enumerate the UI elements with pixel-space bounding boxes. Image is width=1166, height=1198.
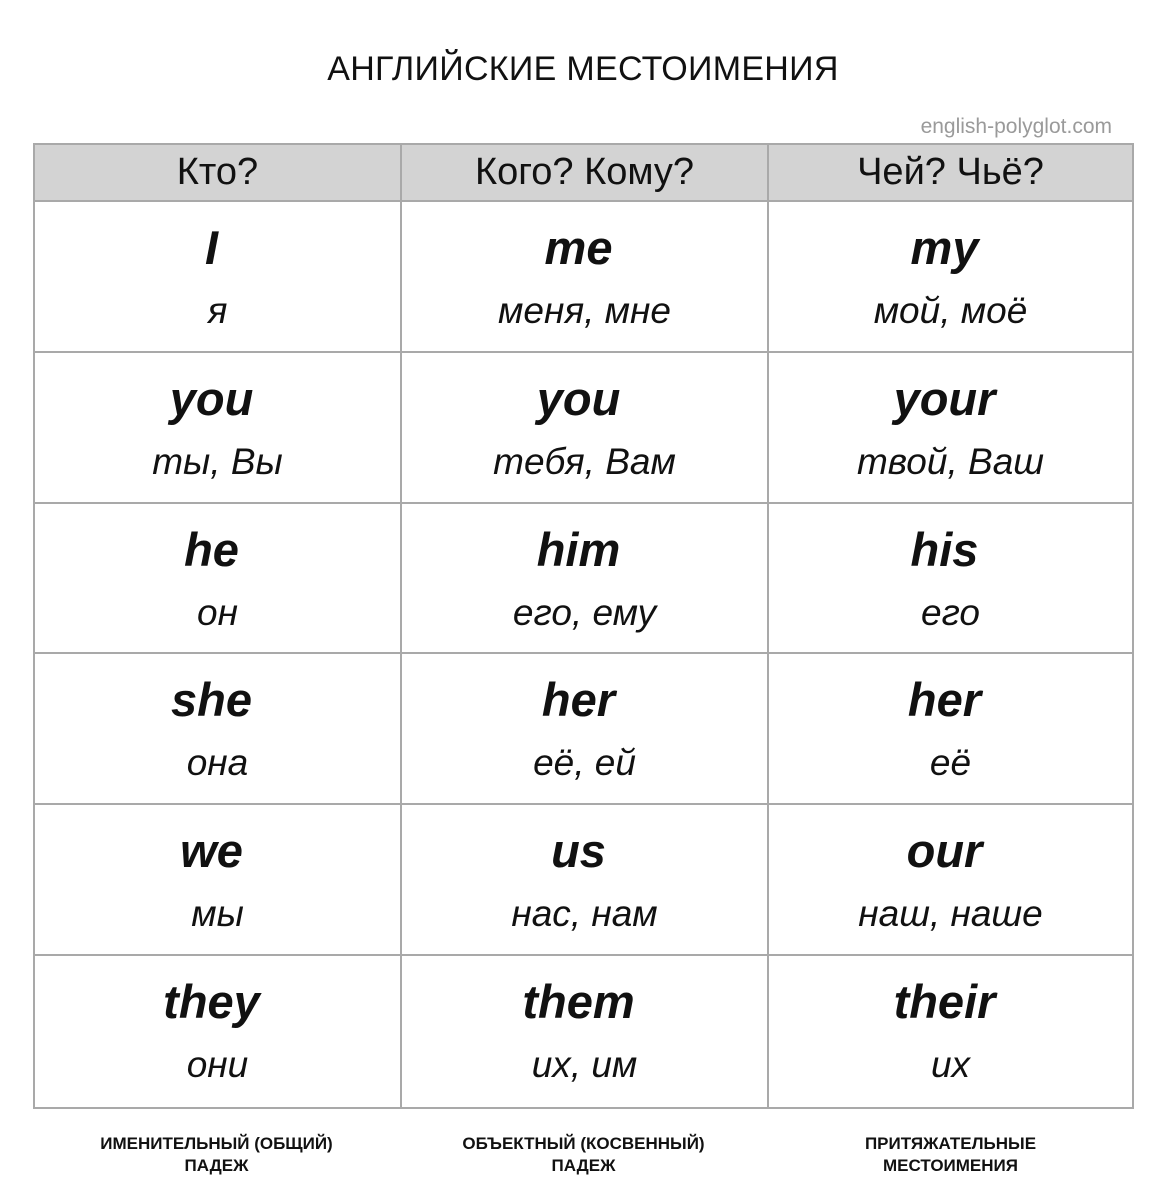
russian-translation: я bbox=[207, 290, 228, 331]
footer-line: ИМЕНИТЕЛЬНЫЙ (ОБЩИЙ) bbox=[100, 1134, 333, 1153]
footer-possessive bbox=[767, 1133, 1134, 1177]
english-pronoun: us bbox=[551, 824, 606, 878]
english-pronoun: she bbox=[171, 673, 252, 727]
english-pronoun: we bbox=[180, 824, 243, 878]
table-cell bbox=[769, 504, 1132, 655]
russian-translation: их bbox=[930, 1044, 971, 1086]
footer-nominative-case bbox=[33, 1133, 400, 1177]
table-cell bbox=[769, 202, 1132, 353]
footer-line: ОБЪЕКТНЫЙ (КОСВЕННЫЙ) bbox=[462, 1134, 705, 1153]
english-pronoun: our bbox=[906, 824, 983, 878]
english-pronoun: you bbox=[169, 371, 254, 425]
table-cell bbox=[402, 956, 769, 1107]
footer-line: ПАДЕЖ bbox=[184, 1156, 249, 1175]
table-cell bbox=[402, 202, 769, 353]
table-cell bbox=[769, 353, 1132, 504]
table-cell bbox=[769, 654, 1132, 805]
table-cell bbox=[35, 202, 402, 353]
russian-translation: её bbox=[929, 742, 972, 784]
table-cell bbox=[35, 805, 402, 956]
english-pronoun: her bbox=[541, 673, 616, 727]
source-watermark: english-polyglot.com bbox=[920, 115, 1112, 138]
russian-translation: меня, мне bbox=[498, 290, 671, 331]
russian-translation: твой, Ваш bbox=[856, 440, 1044, 482]
page-title: АНГЛИЙСКИЕ МЕСТОИМЕНИЯ bbox=[327, 50, 839, 88]
english-pronoun: him bbox=[536, 522, 621, 576]
russian-translation: она bbox=[186, 742, 249, 784]
english-pronoun: her bbox=[907, 673, 982, 727]
russian-translation: тебя, Вам bbox=[493, 440, 676, 482]
english-pronoun: they bbox=[163, 975, 260, 1029]
russian-translation: его, ему bbox=[512, 591, 657, 633]
footer-objective-case bbox=[400, 1133, 767, 1177]
russian-translation: её, ей bbox=[533, 742, 636, 784]
column-header-whom: Кого? Кому? bbox=[402, 145, 769, 202]
english-pronoun: them bbox=[522, 975, 635, 1029]
table-cell bbox=[35, 654, 402, 805]
english-pronoun: me bbox=[544, 221, 613, 274]
english-pronoun: he bbox=[184, 522, 239, 576]
footer-line: ПАДЕЖ bbox=[551, 1156, 616, 1175]
table-cell bbox=[35, 353, 402, 504]
column-header-whose: Чей? Чьё? bbox=[769, 145, 1132, 202]
table-cell bbox=[402, 805, 769, 956]
russian-translation: ты, Вы bbox=[152, 440, 283, 482]
table-cell bbox=[769, 956, 1132, 1107]
english-pronoun: your bbox=[893, 371, 996, 425]
english-pronoun: I bbox=[204, 221, 219, 274]
russian-translation: наш, наше bbox=[858, 893, 1043, 935]
footer-line: ПРИТЯЖАТЕЛЬНЫЕ bbox=[864, 1134, 1037, 1153]
russian-translation: мой, моё bbox=[873, 290, 1028, 331]
table-cell bbox=[35, 956, 402, 1107]
column-header-who: Кто? bbox=[35, 145, 402, 202]
russian-translation: их, им bbox=[531, 1044, 638, 1086]
english-pronoun: my bbox=[910, 221, 979, 274]
russian-translation: он bbox=[197, 591, 238, 633]
table-cell bbox=[402, 353, 769, 504]
pronoun-table bbox=[33, 143, 1134, 1109]
english-pronoun: their bbox=[893, 975, 996, 1029]
russian-translation: его bbox=[921, 591, 980, 633]
russian-translation: мы bbox=[191, 893, 244, 935]
english-pronoun: his bbox=[910, 522, 979, 576]
table-cell bbox=[769, 805, 1132, 956]
table-cell bbox=[402, 504, 769, 655]
english-pronoun: you bbox=[536, 371, 621, 425]
table-cell bbox=[402, 654, 769, 805]
footer-line: МЕСТОИМЕНИЯ bbox=[883, 1156, 1018, 1175]
table-cell bbox=[35, 504, 402, 655]
russian-translation: они bbox=[186, 1044, 249, 1086]
russian-translation: нас, нам bbox=[511, 893, 658, 935]
